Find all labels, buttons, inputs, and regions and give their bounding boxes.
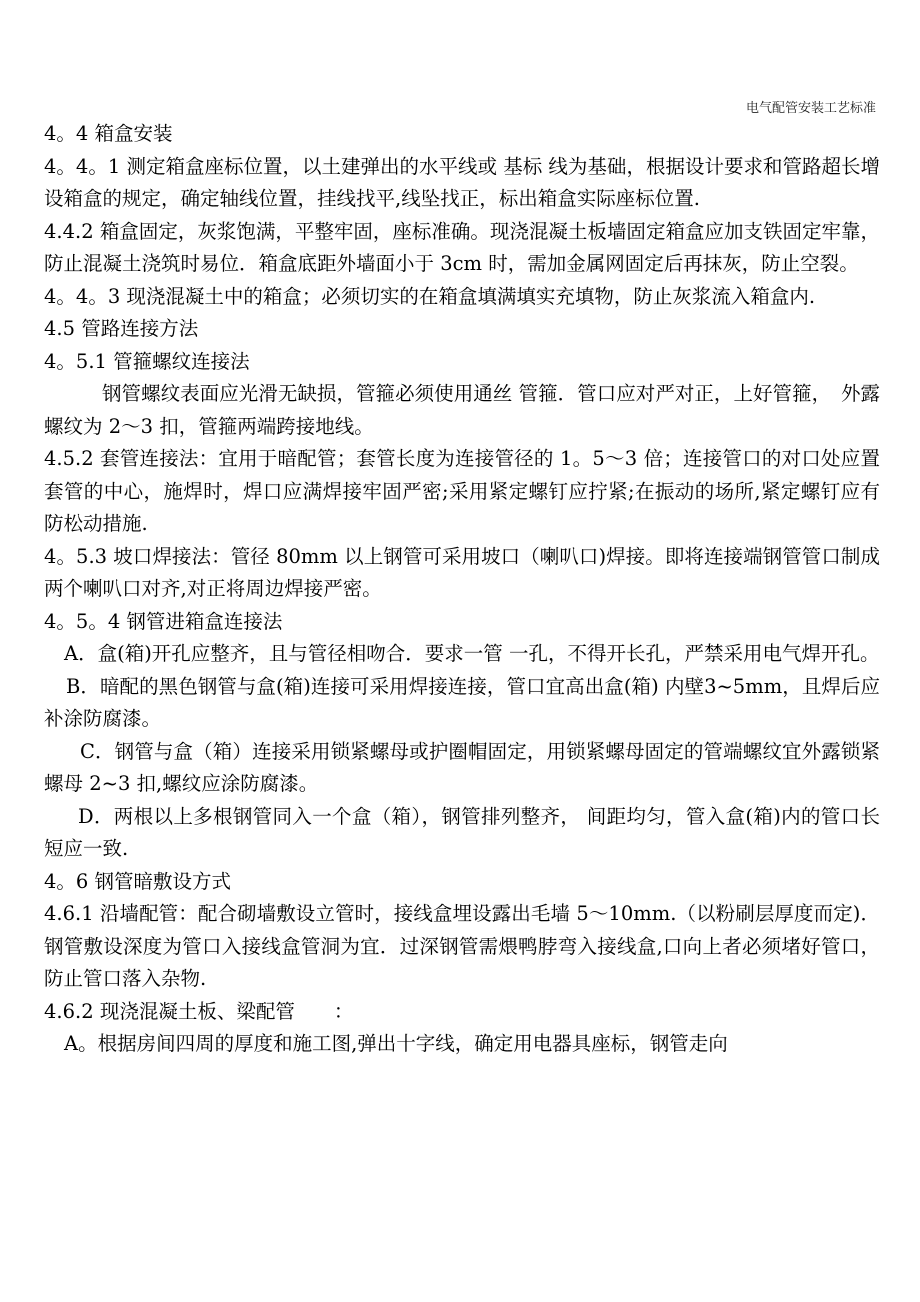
list-item-c: C．钢管与盒（箱）连接采用锁紧螺母或护圈帽固定，用锁紧螺母固定的管端螺纹宜外露锁紧螺母 2~3 扣,螺纹应涂防腐漆。 [44, 739, 880, 795]
paragraph-4-5-3: 4。5.3 坡口焊接法：管径 80mm 以上钢管可采用坡口（喇叭口)焊接。即将连接端钢管管口制成两个喇叭口对齐,对正将周边焊接严密。 [44, 544, 880, 600]
heading-4-6: 4。6 钢管暗敷设方式 [44, 869, 232, 893]
paragraph-4-4-1: 4。4。1 测定箱盒座标位置，以土建弹出的水平线或 基标 线为基础，根据设计要求和管路超长增设箱盒的规定，确定轴线位置，挂线找平,线坠找正，标出箱盒实际座标位置. [44, 154, 880, 210]
heading-4-4: 4。4 箱盒安装 [44, 122, 173, 145]
heading-4-6-2: 4.6.2 现浇混凝土板、梁配管 ： [44, 999, 354, 1023]
heading-4-5: 4.5 管路连接方法 [44, 317, 199, 340]
document-body [44, 118, 880, 1061]
paragraph-4-4-2: 4.4.2 箱盒固定，灰浆饱满，平整牢固，座标准确。现浇混凝土板墙固定箱盒应加支铁固定牢靠，防止混凝土浇筑时易位．箱盒底距外墙面小于 3cm 时，需加金属网固定后再抹灰，防止空裂。 [44, 219, 880, 275]
list-item-b: B．暗配的黑色钢管与盒(箱)连接可采用焊接连接，管口宜高出盒(箱) 内壁3~5mm，且焊后应补涂防腐漆。 [44, 674, 880, 730]
running-header: 电气配管安装工艺标准 [745, 101, 876, 116]
paragraph-4-5-2: 4.5.2 套管连接法：宜用于暗配管；套管长度为连接管径的 1。5～3 倍；连接管口的对口处应置套管的中心，施焊时，焊口应满焊接牢固严密;采用紧定螺钉应拧紧;在振动的场所,紧定螺钉应有防松动措施. [44, 447, 880, 535]
paragraph-thread-connection: 钢管螺纹表面应光滑无缺损，管箍必须使用通丝 管箍．管口应对严对正，上好管箍， 外露螺纹为 2～3 扣，管箍两端跨接地线。 [44, 382, 880, 438]
list-item-a-4-6-2: A。根据房间四周的厚度和施工图,弹出十字线，确定用电器具座标，钢管走向 [64, 1032, 728, 1055]
list-item-a: A．盒(箱)开孔应整齐，且与管径相吻合．要求一管 一孔，不得开长孔，严禁采用电气焊开孔。 [64, 642, 880, 665]
paragraph-4-6-1: 4.6.1 沿墙配管：配合砌墙敷设立管时，接线盒埋设露出毛墙 5～10mm.（以粉刷层厚度而定)．钢管敷设深度为管口入接线盒管洞为宜．过深钢管需煨鸭脖弯入接线盒,口向上者必须堵好管口，防止管口落入杂物. [44, 902, 880, 990]
list-item-d: D．两根以上多根钢管同入一个盒（箱），钢管排列整齐， 间距均匀，管入盒(箱)内的管口长短应一致. [44, 804, 880, 860]
paragraph-4-4-3: 4。4。3 现浇混凝土中的箱盒；必须切实的在箱盒填满填实充填物，防止灰浆流入箱盒内. [44, 284, 816, 308]
heading-4-5-1: 4。5.1 管箍螺纹连接法 [44, 349, 250, 373]
heading-4-5-4: 4。5。4 钢管进箱盒连接法 [44, 609, 283, 633]
